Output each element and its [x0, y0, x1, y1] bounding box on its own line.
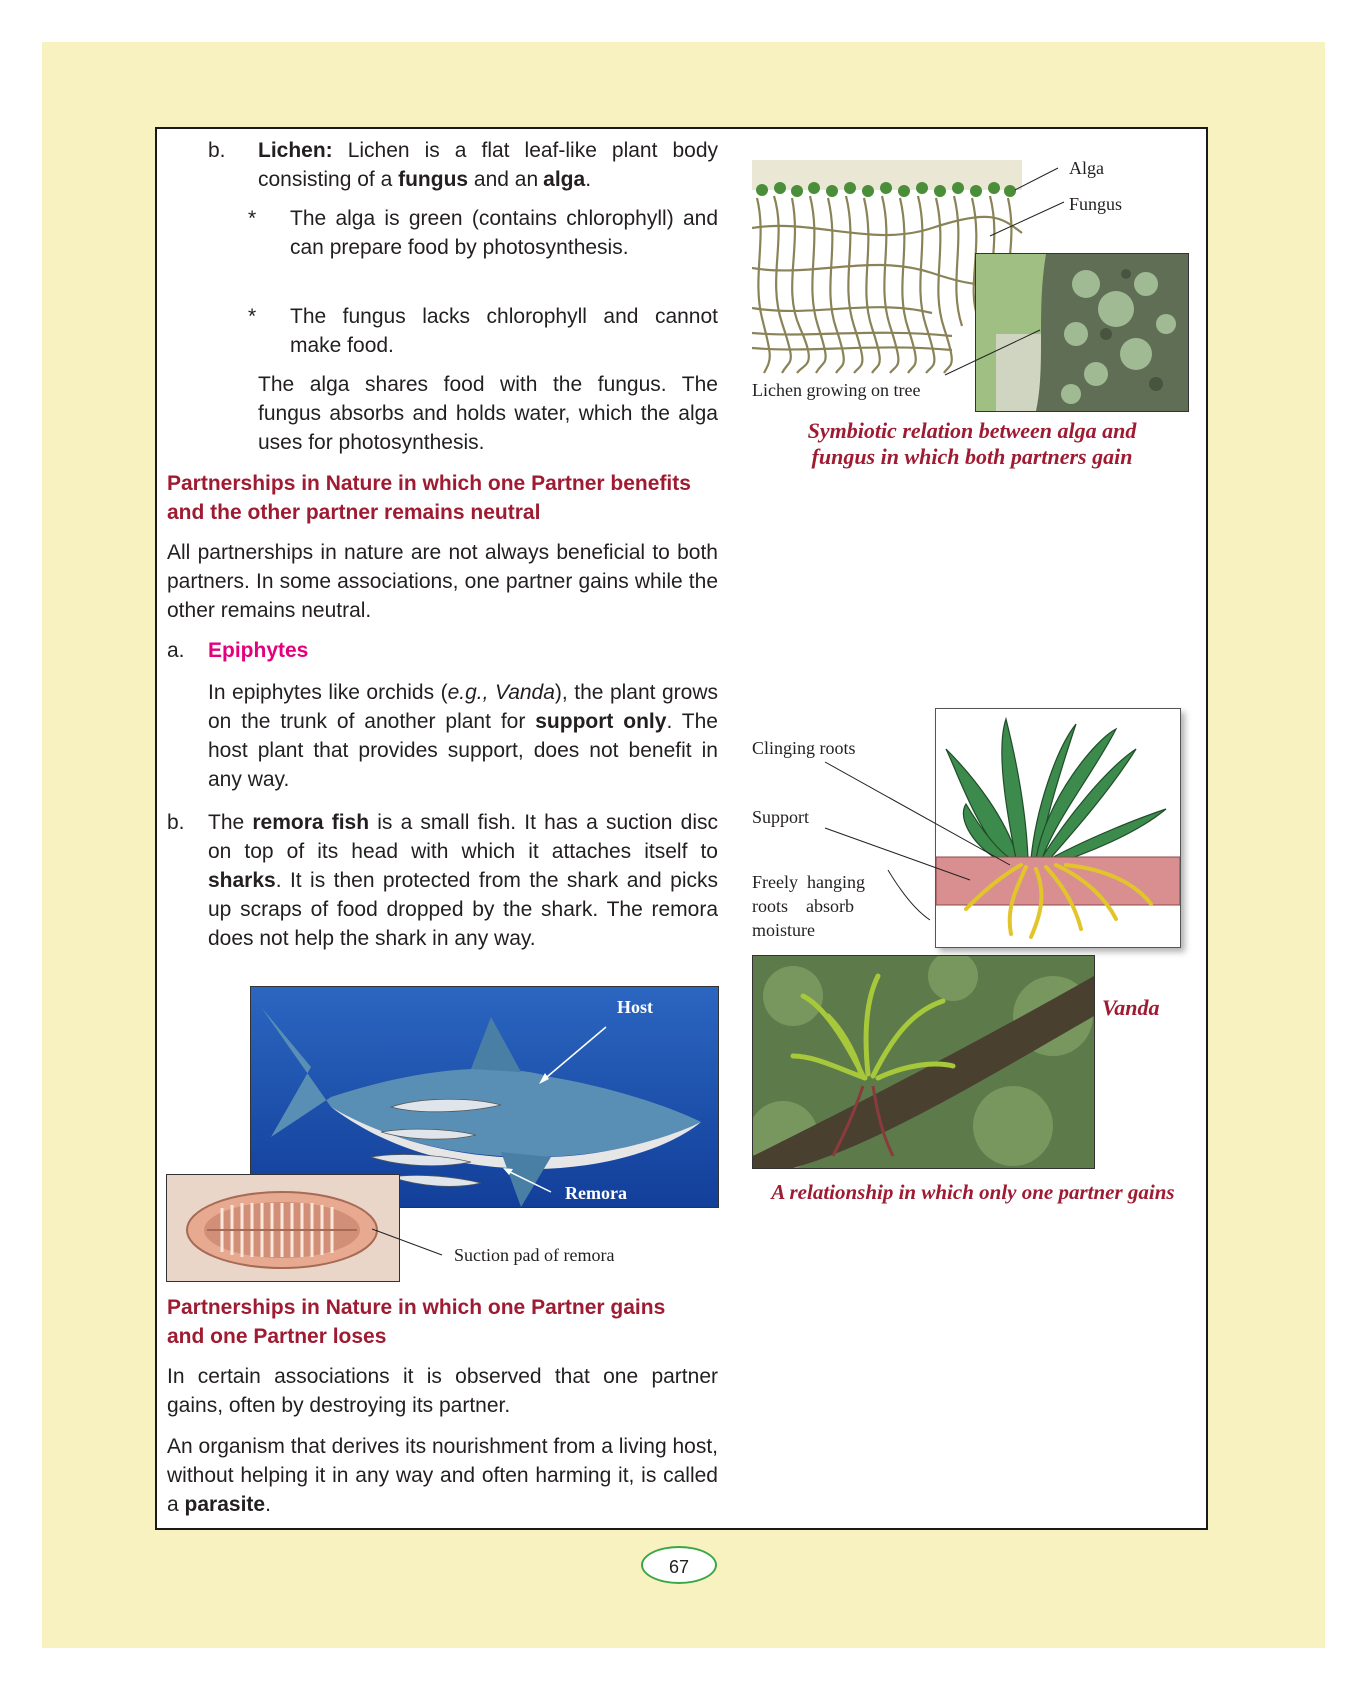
lichen-bullet-alga: The alga is green (contains chlorophyll) and can prepare food by photosynthesis.	[290, 207, 718, 259]
lichen-intro-period: .	[585, 168, 592, 191]
label-suction-pad: Suction pad of remora	[454, 1245, 615, 1265]
epiphytes-text-post: . The host plant that provides support, does not benefit in any way.	[208, 710, 718, 791]
remora-text-pre: The	[208, 811, 245, 834]
alga-term: alga	[543, 168, 586, 191]
epiphytes-title: Epiphytes	[208, 639, 309, 662]
parasite-paragraph-2	[167, 1432, 718, 1519]
heading-neutral-line2: and the other partner remains neutral	[167, 501, 541, 524]
lichen-intro	[258, 136, 718, 194]
bullet-marker-1: *	[248, 207, 257, 230]
heading-neutral-line1: Partnerships in Nature in which one Partner benefits	[167, 472, 691, 495]
epiphytes-text-pre: In epiphytes like orchids (	[208, 681, 448, 704]
vanda-photo	[752, 955, 1095, 1169]
label-freely-hanging	[752, 870, 865, 942]
neutral-intro: All partnerships in nature are not always beneficial to both partners. In some associations, one partner gains while the other remains neutral.	[167, 541, 718, 622]
remora-paragraph	[208, 808, 718, 953]
page-number: 67	[641, 1546, 717, 1584]
epiphytes-paragraph	[208, 678, 718, 794]
parasite-period: .	[265, 1493, 271, 1516]
lichen-leader-lines	[750, 150, 1080, 410]
label-remora: Remora	[565, 1183, 627, 1203]
label-fungus: Fungus	[1069, 194, 1123, 214]
remora-fish-term: remora fish	[252, 811, 370, 834]
lichen-paragraph: The alga shares food with the fungus. The fungus absorbs and holds water, which the alga uses for photosynthesis.	[258, 373, 718, 454]
parasite-paragraph-1: In certain associations it is observed that one partner gains, often by destroying its partner.	[167, 1365, 718, 1417]
lichen-intro-text: Lichen is a flat leaf-like plant body consisting of a	[258, 139, 718, 191]
bullet-marker-2: *	[248, 305, 257, 328]
suction-leader-line	[370, 1225, 450, 1265]
lichen-bullet-fungus: The fungus lacks chlorophyll and cannot make food.	[290, 305, 718, 357]
label-freely-line3: moisture	[752, 920, 815, 940]
epiphytes-example: e.g., Vanda	[447, 681, 555, 704]
epiphytes-text-mid: ), the plant grows on the trunk of another plant for	[208, 681, 718, 733]
remora-marker: b.	[167, 811, 185, 834]
vanda-caption: A relationship in which only one partner gains	[771, 1180, 1175, 1204]
lichen-caption	[752, 418, 1192, 470]
label-alga: Alga	[1069, 158, 1104, 178]
parasite-text-pre: An organism that derives its nourishment from a living host, without helping it in any way and often harming it, is called a	[167, 1435, 718, 1516]
label-freely-line1: Freely hanging	[752, 872, 865, 892]
remora-text-mid: is a small fish. It has a suction disc on top of its head with which it attaches itself to	[208, 811, 718, 863]
label-clinging-roots: Clinging roots	[752, 738, 856, 758]
lichen-caption-line1: Symbiotic relation between alga and	[807, 418, 1137, 443]
lichen-and-an: and an	[473, 168, 539, 191]
epiphytes-marker: a.	[167, 639, 185, 662]
label-vanda: Vanda	[1102, 995, 1160, 1020]
fungus-term: fungus	[398, 168, 469, 191]
remora-text-post: . It is then protected from the shark and picks up scraps of food dropped by the shark. The remora does not help the shark in any way.	[208, 869, 718, 950]
label-lichen-on-tree: Lichen growing on tree	[752, 380, 921, 400]
lichen-title: Lichen:	[258, 139, 333, 162]
lichen-marker: b.	[208, 139, 226, 162]
heading-neutral	[167, 469, 727, 527]
label-support: Support	[752, 807, 810, 827]
support-only-term: support only	[535, 710, 667, 733]
sharks-term: sharks	[208, 869, 276, 892]
label-freely-line2: roots absorb	[752, 896, 854, 916]
heading-parasite-line2: and one Partner loses	[167, 1325, 387, 1348]
heading-parasite	[167, 1293, 727, 1351]
parasite-term: parasite	[184, 1493, 266, 1516]
label-host: Host	[617, 997, 653, 1017]
suction-pad-photo	[166, 1174, 400, 1282]
heading-parasite-line1: Partnerships in Nature in which one Partner gains	[167, 1296, 666, 1319]
lichen-caption-line2: fungus in which both partners gain	[811, 444, 1133, 469]
